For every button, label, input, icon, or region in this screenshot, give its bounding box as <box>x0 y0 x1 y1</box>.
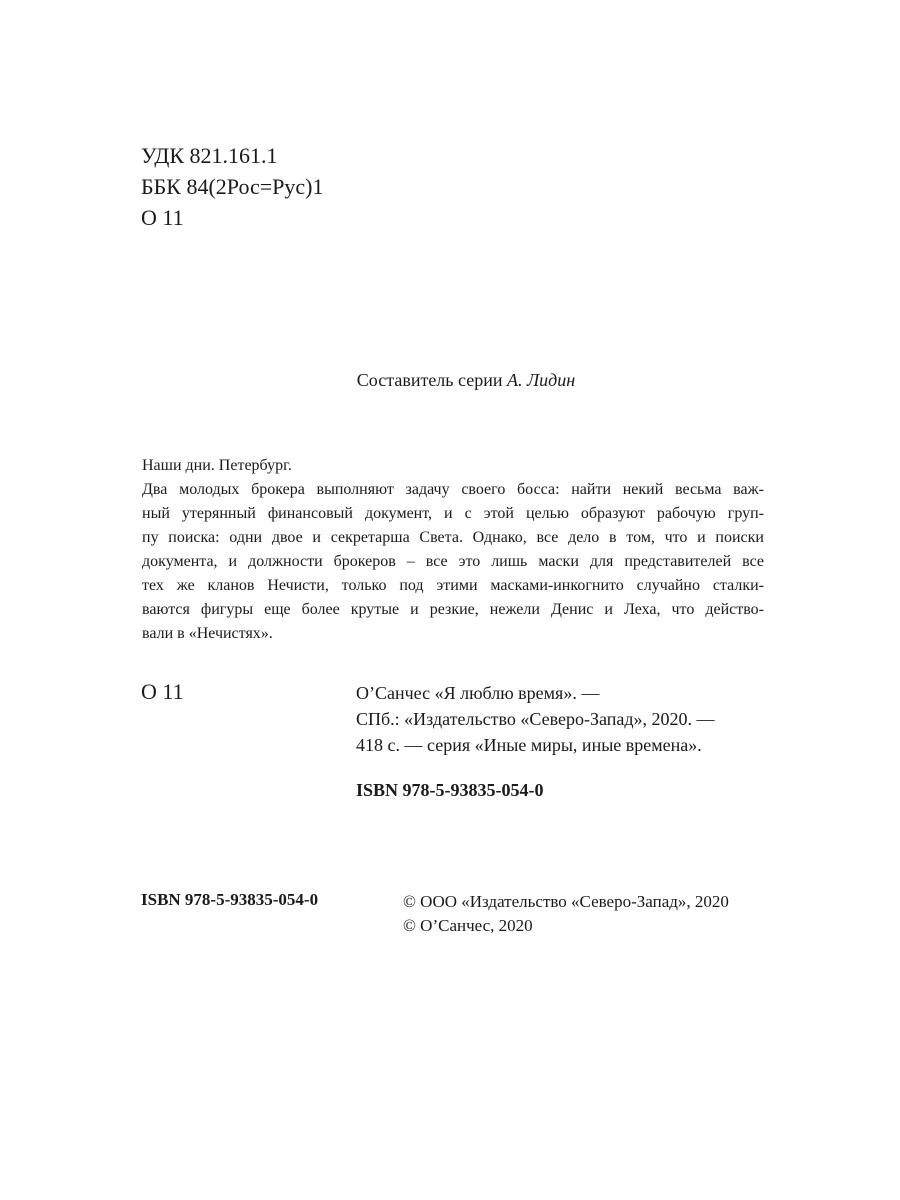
catalog-isbn: ISBN 978-5-93835-054-0 <box>356 780 544 800</box>
udk-code: УДК 821.161.1 <box>141 143 278 168</box>
footer-isbn: ISBN 978-5-93835-054-0 <box>141 890 319 909</box>
annotation-line: Наши дни. Петербург. <box>142 457 292 474</box>
biblio-line: 418 с. — серия «Иные миры, иные времена». <box>356 735 702 755</box>
biblio-line: О’Санчес «Я люблю время». — <box>356 683 600 703</box>
annotation-line: Два молодых брокера выполняют задачу своего босса: найти некий весьма важ- <box>142 481 764 498</box>
copyright-line: © О’Санчес, 2020 <box>403 916 533 935</box>
catalog-author-sign: О 11 <box>141 679 184 704</box>
biblio-line: СПб.: «Издательство «Северо-Запад», 2020. — <box>356 709 715 729</box>
annotation-line: пу поиска: одни двое и секретарша Света. Однако, все дело в том, что и поиски <box>142 529 764 546</box>
author-sign: О 11 <box>141 205 184 230</box>
annotation-line: тех же кланов Нечисти, только под этими масками-инкогнито случайно сталки- <box>142 577 764 594</box>
classification-block <box>141 140 324 233</box>
annotation-line: документа, и должности брокеров – все это лишь маски для представителей все <box>142 553 764 570</box>
annotation <box>142 454 764 646</box>
series-compiler <box>0 367 900 393</box>
annotation-line: ный утерянный финансовый документ, и с этой целью образуют рабочую груп- <box>142 505 764 522</box>
compiler-label: Составитель серии <box>356 370 507 390</box>
copyright-line: © ООО «Издательство «Северо-Запад», 2020 <box>403 892 729 911</box>
copyright-block <box>403 890 729 938</box>
annotation-line: вали в «Нечистях». <box>142 625 273 642</box>
annotation-line: ваются фигуры еще более крутые и резкие, нежели Денис и Леха, что действо- <box>142 601 764 618</box>
bbk-code: ББК 84(2Рос=Рус)1 <box>141 174 324 199</box>
bibliographic-entry <box>356 680 715 758</box>
compiler-name: А. Лидин <box>506 370 576 390</box>
